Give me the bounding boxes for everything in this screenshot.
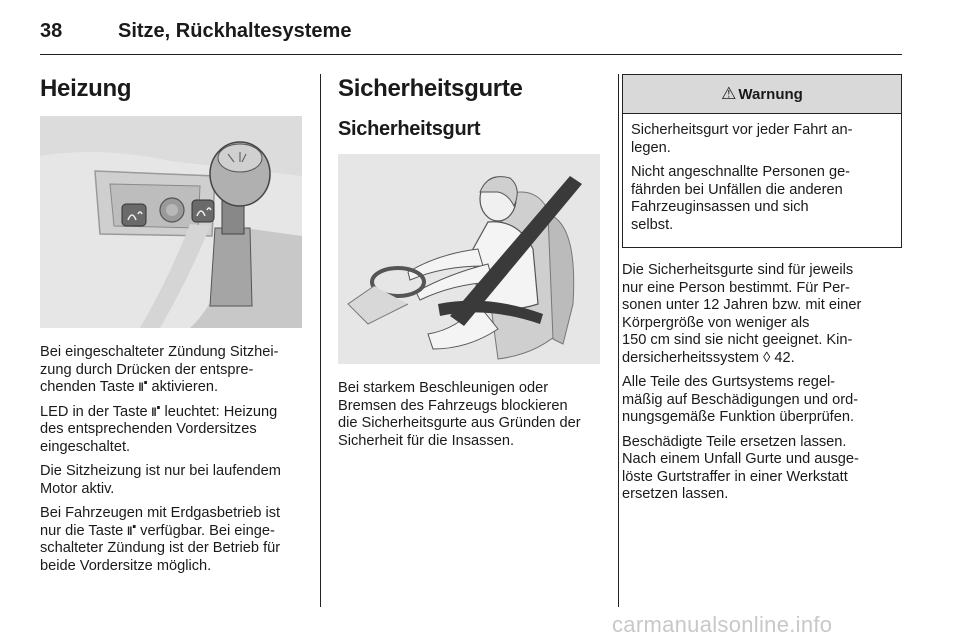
column-heating (40, 74, 302, 582)
paragraph-heating-4: Bei Fahrzeugen mit Erdgasbetrieb ist nur die Taste ⑈ verfügbar. Bei einge- schalteter Zündung ist der Betrieb für beide Vordersitze möglich. (40, 505, 281, 574)
paragraph-belt-lock: Bei starkem Beschleunigen oder Bremsen des Fahrzeugs blockieren die Sicherheitsgurte aus Gründen der Sicherheit für die Insassen. (338, 380, 581, 449)
warning-paragraph-2: Nicht angeschnallte Personen ge- fährden bei Unfällen die anderen Fahrzeuginsassen und sich selbst. (631, 164, 851, 233)
warning-paragraph-1: Sicherheitsgurt vor jeder Fahrt an- legen. (631, 122, 853, 156)
heading-sicherheitsgurte: Sicherheitsgurte (338, 75, 523, 102)
page-header (40, 14, 902, 55)
warning-triangle-icon: ⚠ (721, 84, 737, 103)
warning-title: Warnung (738, 85, 803, 103)
column-seatbelts (338, 74, 600, 457)
illustration-belted-driver (338, 154, 600, 364)
paragraph-heating-2: LED in der Taste ⑈ leuchtet: Heizung des entsprechenden Vordersitzes eingeschaltet. (40, 403, 278, 455)
paragraph-belt-check: Alle Teile des Gurtsystems regel- mäßig auf Beschädigungen und ord- nungsgemäße Funktion überprüfen. (622, 374, 859, 425)
heading-heizung: Heizung (40, 75, 132, 102)
column-divider-2 (618, 74, 619, 607)
illustration-seat-heating-buttons (40, 116, 302, 328)
warning-header (623, 75, 901, 114)
column-divider-1 (320, 74, 321, 607)
paragraph-belt-replace: Beschädigte Teile ersetzen lassen. Nach einem Unfall Gurte und ausge- löste Gurtstraffer in einer Werkstatt ersetzen lassen. (622, 433, 859, 502)
paragraph-heating-3: Die Sitzheizung ist nur bei laufendem Motor aktiv. (40, 463, 281, 497)
warning-box (622, 74, 902, 248)
page-number: 38 (40, 20, 63, 42)
subheading-sicherheitsgurt: Sicherheitsgurt (338, 118, 481, 140)
paragraph-heating-1: Bei eingeschalteter Zündung Sitzhei- zung durch Drücken der entspre- chenden Taste ⑈ aktivieren. (40, 344, 279, 395)
section-title: Sitze, Rückhaltesysteme (118, 20, 352, 42)
watermark: carmanualsonline.info (612, 612, 833, 637)
column-warning (622, 74, 902, 511)
paragraph-belt-usage: Die Sicherheitsgurte sind für jeweils nur eine Person bestimmt. Für Per- sonen unter 12 Jahren bzw. mit einer Körpergröße von weniger als 150 cm sind sie nicht geeignet. Kin- dersicherheitssystem ◊ 42. (622, 262, 862, 366)
warning-body (623, 114, 901, 247)
